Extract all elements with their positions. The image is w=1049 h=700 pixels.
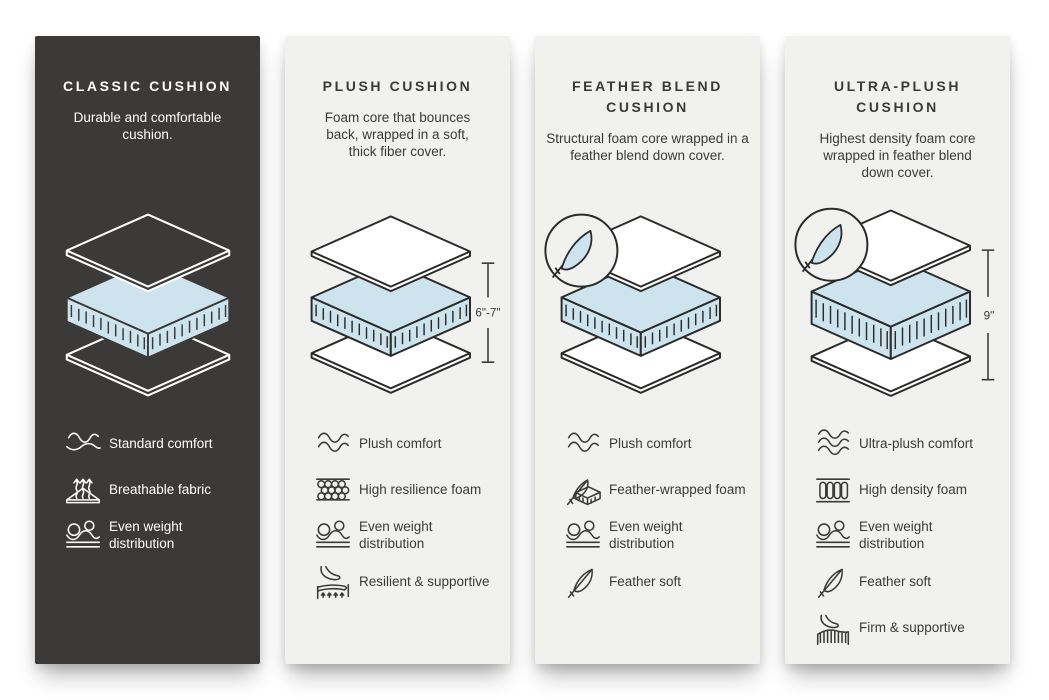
resilient-supportive-icon	[313, 564, 359, 600]
breathable-fabric-icon	[63, 472, 109, 508]
card-title: PLUSH CUSHION	[322, 78, 473, 94]
cushion-illustration	[785, 198, 1010, 412]
feature-item	[563, 426, 750, 462]
height-dimension-indicator	[475, 263, 500, 362]
weight-distribution-icon	[63, 518, 109, 554]
card-classic-cushion	[35, 36, 260, 664]
feather-icon	[563, 564, 609, 600]
card-title: FEATHER BLEND CUSHION	[572, 78, 723, 115]
weight-distribution-icon	[313, 518, 359, 554]
cushion-illustration	[35, 198, 260, 412]
feather-badge-icon	[545, 214, 617, 286]
feature-label: High density foam	[859, 481, 968, 497]
feature-label: Even weight distribution	[859, 519, 933, 551]
feature-item	[813, 610, 1000, 646]
feature-label: Ultra-plush comfort	[859, 435, 974, 451]
card-header	[35, 36, 260, 198]
feature-label: Resilient & supportive	[359, 573, 490, 589]
feature-item	[563, 518, 750, 554]
feather-wrapped-foam-icon	[563, 472, 609, 508]
cushion-layers-illustration	[540, 211, 756, 400]
feature-item	[813, 518, 1000, 554]
feature-item	[63, 518, 250, 554]
cushion-illustration	[285, 198, 510, 412]
firm-supportive-icon	[813, 610, 859, 646]
feature-item	[813, 472, 1000, 508]
cushion-illustration	[535, 198, 760, 412]
card-description: Foam core that bounces back, wrapped in a soft, thick fiber cover.	[324, 110, 471, 159]
feature-item	[313, 564, 500, 600]
feature-label: Plush comfort	[609, 435, 692, 451]
feature-list	[535, 426, 760, 610]
card-plush-cushion	[285, 36, 510, 664]
feature-label: Plush comfort	[359, 435, 442, 451]
feature-item	[813, 564, 1000, 600]
weight-distribution-icon	[563, 518, 609, 554]
height-dimension-label: 9"	[983, 309, 994, 323]
feature-item	[813, 426, 1000, 462]
feature-label: Standard comfort	[109, 435, 213, 451]
height-dimension-indicator	[981, 250, 994, 380]
card-header	[535, 36, 760, 198]
card-title: ULTRA-PLUSH CUSHION	[833, 78, 962, 115]
card-description: Structural foam core wrapped in a feather blend down cover.	[546, 131, 749, 163]
feature-list	[35, 426, 260, 564]
card-title: CLASSIC CUSHION	[63, 78, 232, 94]
card-header	[785, 36, 1010, 198]
feature-label: Breathable fabric	[109, 481, 212, 497]
density-foam-icon	[813, 472, 859, 508]
feature-label: Feather soft	[609, 573, 682, 589]
feature-label: Even weight distribution	[609, 519, 683, 551]
height-dimension-label: 6"-7"	[474, 305, 501, 319]
feature-item	[313, 472, 500, 508]
comfort-waves-triple-icon	[813, 426, 859, 462]
cushion-layers-illustration	[52, 209, 244, 401]
feature-label: Even weight distribution	[109, 519, 183, 551]
feather-icon	[813, 564, 859, 600]
card-ultra-plush-cushion	[785, 36, 1010, 664]
cushion-layers-illustration	[790, 205, 1006, 405]
card-description: Durable and comfortable cushion.	[73, 110, 222, 142]
card-header	[285, 36, 510, 198]
cushion-layers-illustration	[290, 211, 506, 400]
comfort-waves-icon	[313, 426, 359, 462]
comfort-waves-icon	[63, 426, 109, 462]
feature-label: Feather-wrapped foam	[609, 481, 746, 497]
feather-badge-icon	[795, 209, 867, 281]
feature-label: Even weight distribution	[359, 519, 433, 551]
feature-item	[63, 472, 250, 508]
feature-item	[313, 426, 500, 462]
feature-list	[785, 426, 1010, 656]
feature-label: Firm & supportive	[859, 619, 965, 635]
feature-item	[563, 472, 750, 508]
card-description: Highest density foam core wrapped in feather blend down cover.	[819, 131, 976, 180]
weight-distribution-icon	[813, 518, 859, 554]
resilience-foam-icon	[313, 472, 359, 508]
card-feather-blend-cushion	[535, 36, 760, 664]
feature-item	[563, 564, 750, 600]
feature-item	[63, 426, 250, 462]
feature-item	[313, 518, 500, 554]
feature-label: High resilience foam	[359, 481, 482, 497]
comfort-waves-icon	[563, 426, 609, 462]
feature-label: Feather soft	[859, 573, 932, 589]
feature-list	[285, 426, 510, 610]
